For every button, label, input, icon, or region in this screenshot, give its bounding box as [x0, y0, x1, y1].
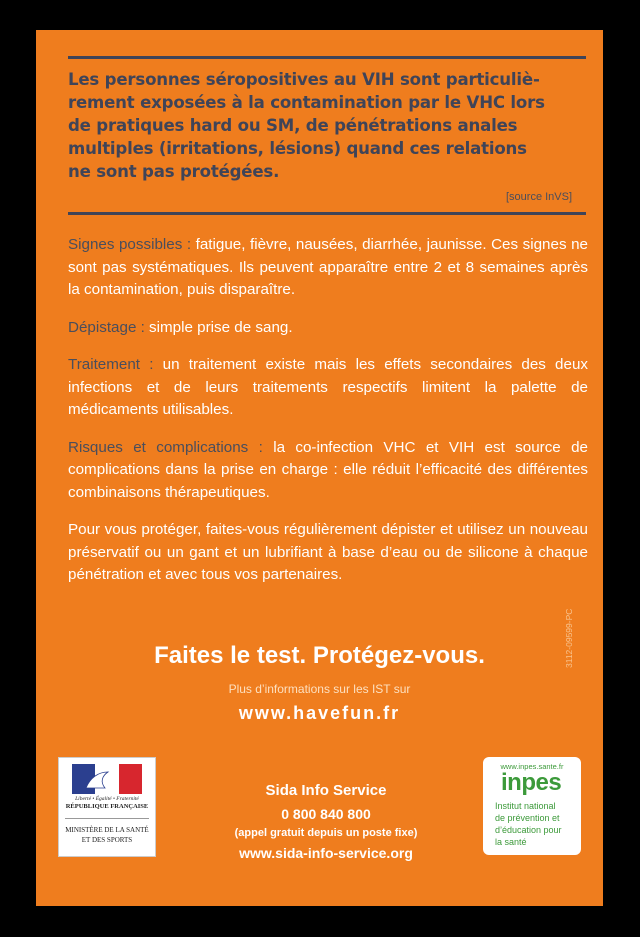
inpes-wordmark: inpes: [501, 769, 562, 796]
top-rule: [68, 56, 586, 59]
signes-text: fatigue, fièvre, nausées, diarrhée, jaunisse. Ces signes ne sont pas systématiques. Ils peuvent apparaître entre 2 et 8 semaines après la contamination, puis disparaître.: [68, 236, 588, 298]
traitement-paragraph: [68, 354, 588, 422]
inpes-url: www.inpes.sante.fr: [500, 762, 564, 771]
signes-paragraph: [68, 234, 588, 302]
intro-warning: [68, 68, 588, 183]
depistage-paragraph: [68, 317, 588, 340]
sida-info-phone[interactable]: 0 800 840 800: [281, 806, 371, 822]
marianne-flag-icon: [72, 764, 142, 794]
risques-label: Risques et complications :: [68, 438, 263, 456]
ministry-name-1: MINISTÈRE DE LA SANTÉ: [65, 826, 149, 834]
sida-info-note: (appel gratuit depuis un poste fixe): [234, 827, 418, 839]
depistage-text: simple prise de sang.: [144, 318, 293, 336]
traitement-label: Traitement :: [68, 356, 154, 373]
slogan: Faites le test. Protégez-vous.: [154, 642, 485, 669]
traitement-text: un traitement existe mais les effets secondaires des deux infections et de leurs traitements respectifs limitent la palette de médicaments utilisables.: [68, 356, 588, 418]
inpes-line-4: la santé: [495, 837, 527, 847]
signes-label: Signes possibles :: [68, 236, 192, 253]
sida-info-name: Sida Info Service: [265, 782, 387, 799]
intro-line: multiples (irritations, lésions) quand ces relations: [68, 139, 527, 158]
sida-info-url[interactable]: www.sida-info-service.org: [239, 845, 413, 861]
ministry-name-2: ET DES SPORTS: [81, 836, 133, 844]
risques-text: la co-infection VHC et VIH est source de complications dans la prise en charge : elle réduit l’efficacité des différentes combinaisons thérapeutiques.: [68, 438, 588, 501]
inpes-line-3: d’éducation pour: [495, 825, 562, 835]
intro-line: de pratiques hard ou SM, de pénétrations anales: [68, 116, 518, 135]
source-note: [source InVS]: [506, 191, 573, 203]
inpes-logo: [483, 757, 581, 855]
risques-paragraph: [68, 437, 588, 505]
inpes-line-1: Institut national: [495, 801, 556, 811]
inpes-line-2: de prévention et: [495, 813, 560, 823]
intro-line: Les personnes séropositives au VIH sont particuliè-: [68, 70, 540, 89]
motto: Liberté • Égalité • Fraternité: [75, 796, 139, 802]
more-info-text: Plus d’informations sur les IST sur: [228, 682, 411, 696]
depistage-label: Dépistage :: [68, 318, 145, 336]
info-sections: [68, 234, 588, 602]
leaflet-card: [36, 30, 603, 906]
bottom-rule: [68, 212, 586, 215]
havefun-link[interactable]: www.havefun.fr: [238, 703, 401, 723]
proteger-paragraph: Pour vous protéger, faites-vous régulièrement dépister et utilisez un nouveau préservatif ou un gant et un lubrifiant à base d’eau ou de silicone à chaque pénétration et avec tous vos partenaires.: [68, 521, 588, 583]
intro-line: rement exposées à la contamination par le VHC lors: [68, 93, 545, 112]
intro-line: ne sont pas protégées.: [68, 162, 280, 181]
ministry-logo: [58, 757, 156, 857]
print-code: 3112-09599-PC: [564, 608, 574, 668]
republic-label: RÉPUBLIQUE FRANÇAISE: [65, 803, 149, 810]
